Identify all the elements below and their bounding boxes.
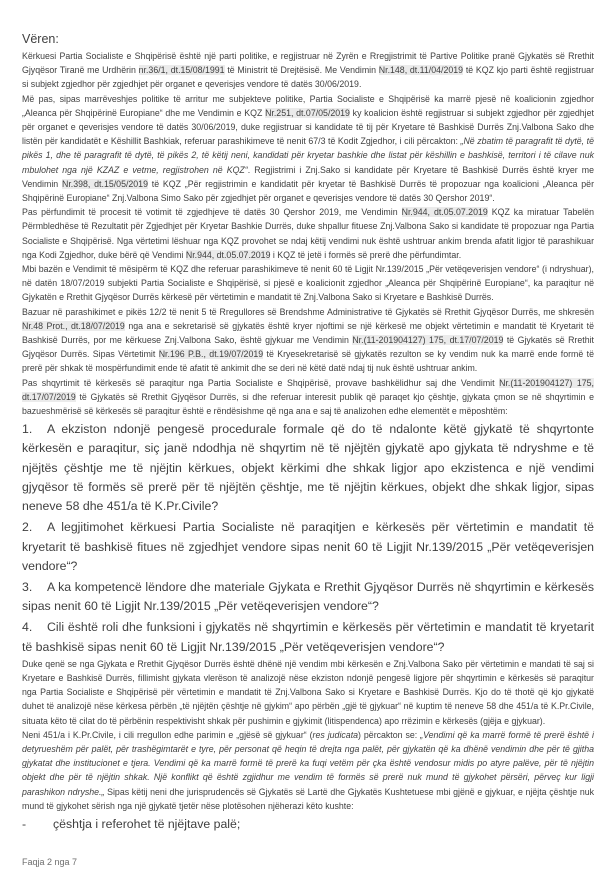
question-7 [22, 420, 594, 516]
text-run: të KQZ kjo parti është regjistruar si subjekt zgjedhor për zgjedhjet për organet e qeverisjes vendore të datës 30/06/2019. [22, 65, 594, 90]
text-run: të Kryesekretarisë së gjykatës rezulton se ky vendim nuk ka marrë ende formë të prerë për shkak të mospërfundimit ende të afatit të ankimit dhe se deri në këtë datë ndaj tij nuk është ushtruar ankim. [22, 349, 594, 374]
body-3 [22, 205, 594, 262]
text-run: të Gjykatës së Rrethit Gjyqësor Durrës, si dhe referuar interesit publik që paraqet kjo çështje, gjykata çmon se në shqyrtimin e bazueshmërisë së kërkesës së paraqitur është e rëndësishme që nga ana e saj të analizohen edhe elementët e mëposhtëm: [22, 391, 594, 417]
reference-highlight: Nr.48 Prot., dt.18/07/2019 [22, 320, 125, 331]
text-run: Cili është roli dhe funksioni i gjykatës në shqyrtimin e kërkesës për vërtetimin e mandatit të kryetarit të bashkisë sipas nenit 60 të Ligjit Nr.139/2015 „Për vetëqeverisjen vendore“? [22, 620, 594, 654]
page-footer: Faqja 2 nga 7 [22, 857, 78, 867]
list-marker: 1. [22, 422, 33, 437]
text-run: Më pas, sipas marrëveshjes politike të arritur me subjekteve politike, Partia Socialiste e Shqipërisë ka marrë pjesë në koalicionin zgjedhor „Aleanca për Shqipërinë Europiane“ dhe me Vendimin e KQZ [22, 93, 594, 118]
list-marker: - [22, 816, 27, 831]
body-12 [22, 728, 594, 813]
text-run: Mbi bazën e Vendimit të mësipërm të KQZ dhe referuar parashikimeve të nenit 60 të Ligjit Nr.139/2015 „Për vetëqeverisjen vendore“ (i ndryshuar), në datën 18/07/2019 subjekti Partia Socialiste e Shqipërisë, si pjesë e koalicionit zgjedhor „Aleanca për Shqipërinë Europiane“, ka paraqitur në Gjykatën e Rrethit Gjyqësor Durrës kërkesë për vërtetimin e mandatit të Znj.Valbona Sako si Kryetare e Bashkisë Durrës. [22, 264, 594, 303]
reference-highlight: Nr.251, dt.07/05/2019 [265, 107, 350, 118]
text-run: të Gjykatës së Rrethit Gjyqësor Durrës. Sipas Vërtetimit [22, 335, 594, 360]
text-run: „Vendimi që ka marrë formë të prerë është i detyrueshëm për palët, për trashëgimtarët e tyre, për personat që heqin të drejta nga palët, për gjykatën që ka dhënë vendimin dhe për të gjitha gjykatat dhe institucionet e tjera. Vendimi që ka marrë formë të prerë ka fuqi vetëm për çka është vendosur midis po atyre palëve, për të njëjtin objekt dhe për të njëjtin shkak. Një konflikt që është zgjidhur me vendim të formës së prerë nuk mund të gjykohet përsëri, përveç kur ligji parashikon ndryshe.„ [22, 729, 594, 797]
reference-highlight: Nr.944, dt.05.07.2019 [401, 207, 488, 218]
reference-highlight: nr.36/1, dt.15/08/1991 [138, 65, 225, 76]
reference-highlight: Nr.398, dt.15/05/2019 [62, 178, 148, 189]
text-run: Bazuar në parashikimet e pikës 12/2 të nenit 5 të Rregullores së Brendshme Administrative të Gjykatës së Rrethit Gjyqësor Durrës, me shkresën [22, 306, 594, 317]
reference-highlight: Nr.196 P.B., dt.19/07/2019 [158, 349, 264, 360]
reference-highlight: Nr.148, dt.11/04/2019 [378, 65, 464, 76]
question-10 [22, 618, 594, 656]
text-run: të Ministrit të Drejtësisë. Me Vendimin [224, 65, 379, 76]
text-run: A ka kompetencë lëndore dhe materiale Gjykata e Rrethit Gjyqësor Durrës në shqyrtimin e kërkesës sipas nenit 60 të Ligjit Nr.139/2015 „Për vetëqeverisjen vendore“? [22, 579, 594, 614]
section-heading: Vëren: [22, 32, 59, 46]
list-marker: 4. [22, 620, 33, 635]
text-run: i KQZ të jetë i formës së prerë dhe përfundimtar. [270, 249, 462, 260]
reference-highlight: Nr.(11-201904127) 175, dt.17/07/2019 [352, 335, 504, 346]
text-run: ky koalicion është regjistruar si subjekt zgjedhor për zgjedhjet për organet e qeverisjes vendore të datës 30/06/2019, duke regjistruar si kandidate të tij për Kryetare të Bashkisë Durrës Znj.Valbona Sako dhe listën për kandidatët e Këshillit Bashkiak, referuar parashikimeve të nenit 67/3 të Kodit Zgjedhor, i cili përcakton: [22, 107, 594, 147]
text-run: res judicata [312, 729, 359, 740]
bullet-13 [22, 815, 594, 834]
text-run: KQZ ka miratuar Tabelën Përmbledhëse të Rezultatit për Zgjedhjet për Kryetar Bashkie Durrës, duke shpallur fituese Znj.Valbona Sako si kandidate të propozuar nga Partia Socialiste e Shqipërisë. Nga vërtetimi lëshuar nga KQZ provohet se ndaj këtij vendimi nuk është ushtruar ankim brenda afatit ligjor të parashikuar nga Kodi Zgjedhor, duke bërë që Vendimi [22, 207, 594, 260]
text-run: të KQZ „Për regjistrimin e kandidatit për kryetar të Bashkisë Durrës të propozuar nga koalicioni „Aleanca për Shqipërinë Europiane“ Znj.Valbona Simo Sako për zgjedhjet për organet e qeverisjes vendore të datës 30 Qershor 2019“. [22, 178, 594, 204]
body-2 [22, 92, 594, 206]
text-run: ) përcakton se: [358, 729, 421, 740]
text-run: Duke qenë se nga Gjykata e Rrethit Gjyqësor Durrës është dhënë një vendim mbi kërkesën e Znj.Valbona Sako për vërtetimin e mandati të saj si Kryetare e Bashkisë Durrës, fillimisht gjykata vlerëson të analizojë nëse ekziston ndonjë pengesë ligjore për shqyrtimin e kërkesës së paraqitur nga Partia Socialiste e Shqipërisë për vërtetimin e mandatit të Znj.Valbona Sako si Kryetare e Bashkisë Durrës. Kjo do të thotë që kjo gjykatë duhet të analizojë nëse kërkesa përbën „të njëjtën çështje në gjykim“ apo përbën „gjë të gjykuar“ në kuptim të neneve 58 dhe 451/a të K.Pr.Civile, situata këto të cilat do të përbënin respektivisht shkak për pushimin e gjykimit (litispendenca) apo rrëzimin e kërkesës (gjëja e gjykuar). [22, 658, 594, 726]
text-run: çështja i referohet të njëjtave palë; [53, 816, 241, 831]
list-marker: 3. [22, 579, 33, 594]
body-1 [22, 49, 594, 92]
text-run: nga ana e sekretarisë së gjykatës është kryer njoftimi se një kërkesë me objekt vërtetimin e mandatit të Kryetarit të Bashkisë Durrës, por me kërkuese Znj.Valbona Sako, është gjykuar me Vendimin [22, 320, 594, 346]
text-run: „Në zbatim të paragrafit të dytë, të pikës 1, dhe të paragrafit të dytë, të pikës 2, të këtij neni, kandidati për kryetar bashkie dhe listat për këshillin e bashkisë, territori i të cilave nuk mbulohet nga një KZAZ e vetme, regjistrohen në KQZ“ [22, 136, 594, 175]
body-4 [22, 262, 594, 305]
body-6 [22, 376, 594, 419]
text-run: Neni 451/a i K.Pr.Civile, i cili rregullon edhe parimin e „gjësë së gjykuar“ ( [22, 729, 313, 740]
reference-highlight: Nr.(11-201904127) 175, dt.17/07/2019 [22, 377, 595, 402]
text-run: A legjitimohet kërkuesi Partia Socialiste në paraqitjen e kërkesës për vërtetimin e mandatit të kryetarit të bashkisë fitues në zgjedhjet vendore sipas nenit 60 të Ligjit Nr.139/2015 „Për vetëqeverisjen vendore“? [22, 520, 594, 573]
body-11 [22, 657, 594, 728]
text-run: Pas përfundimit të procesit të votimit të zgjedhjeve të datës 30 Qershor 2019, me Vendimin [22, 207, 402, 218]
text-run: . Regjistrimi i Znj.Sako si kandidate për Kryetare të Bashkisë Durrës është kryer me Vendimin [22, 164, 594, 189]
question-8 [22, 518, 594, 576]
list-marker: 2. [22, 520, 33, 535]
text-run: A ekziston ndonjë pengesë procedurale formale që do të ndalonte këtë gjykatë të shqyrtonte kërkesën e paraqitur, siç janë ndodhja në shqyrtim në të njëjtën gjykatë apo gjykata të ndryshme e të njëjtës çështje me të njëjtin kërkues, objekt kërkimi dhe shkak ligjor apo ekzistenca e një vendimi gjyqësor të formës së prerë për të njëjtën çështje, me të njëjtin kërkues, objekt dhe shkak ligjor, sipas neneve 58 dhe 451/a të K.Pr.Civile? [22, 422, 594, 514]
text-run: Sipas këtij neni dhe jurisprudencës së Gjykatës së Lartë dhe Gjykatës Kushtetuese mbi gjënë e gjykuar, e njëjta çështje nuk mund të gjykohet sërish nga një gjykatë tjetër nëse plotësohen njëherazi këto kushte: [22, 786, 594, 811]
reference-highlight: Nr.944, dt.05.07.2019 [185, 249, 271, 260]
text-run: Kërkuesi Partia Socialiste e Shqipërisë është një parti politike, e regjistruar në Zyrën e Rregjistrimit të Partive Politike pranë Gjykatës së Rrethit Gjyqësor Tiranë me Urdhërin [22, 51, 594, 76]
body-5 [22, 305, 594, 376]
text-run: Pas shqyrtimit të kërkesës së paraqitur nga Partia Socialiste e Shqipërisë, provave bashkëlidhur saj dhe Vendimit [22, 377, 500, 388]
question-9 [22, 578, 594, 616]
